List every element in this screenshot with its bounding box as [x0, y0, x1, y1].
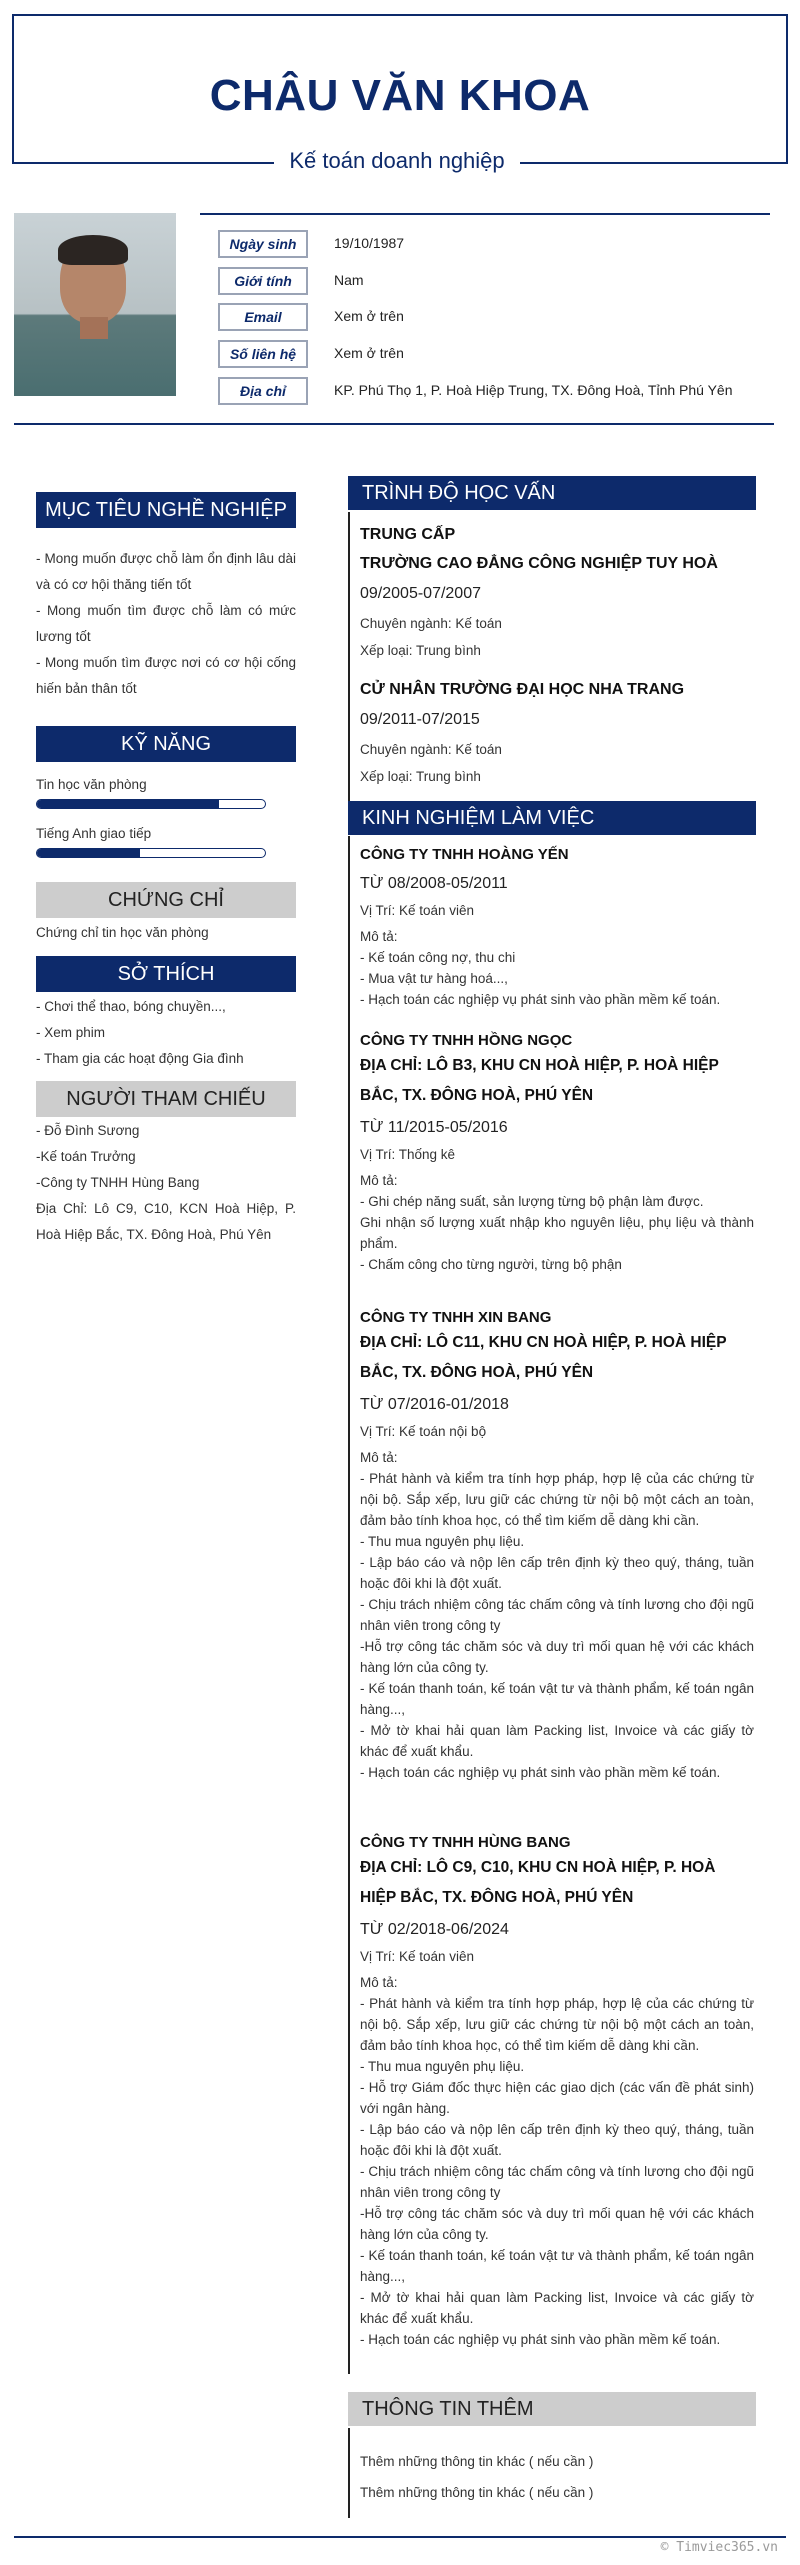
- job-position: Vị Trí: Thống kê: [360, 1147, 456, 1162]
- job-date: TỪ 02/2018-06/2024: [360, 1921, 509, 1938]
- list-item: - Thu mua nguyên phụ liệu.: [360, 2059, 525, 2074]
- profile-photo: [14, 213, 176, 396]
- education-timeline: [348, 512, 350, 802]
- info-value: 19/10/1987: [334, 235, 405, 251]
- certificates-heading: CHỨNG CHỈ: [36, 882, 296, 918]
- references-heading: NGƯỜI THAM CHIẾU: [36, 1081, 296, 1117]
- description-label: Mô tả:: [360, 929, 398, 944]
- list-item: - Mong muốn tìm được nơi có cơ hội cống hiến bản thân tốt: [36, 655, 296, 696]
- info-label: Giới tính: [218, 267, 308, 295]
- info-divider-bottom: [14, 423, 774, 425]
- footer-watermark: © Timviec365.vn: [660, 2540, 778, 2555]
- experience-item: [360, 846, 754, 1010]
- title-divider-right: [520, 162, 788, 164]
- list-item: - Phát hành và kiểm tra tính hợp pháp, hợp lệ của các chứng từ nội bộ. Sắp xếp, lưu giữ các chứng từ nội bộ một cách an toàn, đảm bảo tính khoa học, có thể tìm kiếm dễ dàng khi cần.: [360, 1471, 754, 1528]
- additional-item: Thêm những thông tin khác ( nếu cần ): [360, 2454, 594, 2469]
- skill-label: Tin học văn phòng: [36, 777, 147, 792]
- job-description: [360, 1170, 754, 1275]
- education-major: Chuyên ngành: Kế toán: [360, 742, 502, 757]
- info-value: KP. Phú Thọ 1, P. Hoà Hiệp Trung, TX. Đông Hoà, Tỉnh Phú Yên: [334, 382, 733, 398]
- list-item: - Mở tờ khai hải quan làm Packing list, Invoice và các giấy tờ khác để xuất khẩu.: [360, 2290, 754, 2326]
- job-description: [360, 1972, 754, 2350]
- info-label: Số liên hệ: [218, 340, 308, 368]
- list-item: - Lập báo cáo và nộp lên cấp trên định kỳ theo quý, tháng, tuần hoặc đôi khi là đột xuất.: [360, 1555, 754, 1591]
- list-item: - Hạch toán các nghiệp vụ phát sinh vào phần mềm kế toán.: [360, 1765, 721, 1780]
- info-value: Xem ở trên: [334, 308, 404, 324]
- info-value: Xem ở trên: [334, 345, 404, 361]
- certificate-item: Chứng chỉ tin học văn phòng: [36, 925, 209, 940]
- list-item: - Kế toán công nợ, thu chi: [360, 950, 516, 965]
- info-row-birthdate: [218, 230, 778, 258]
- education-rank: Xếp loại: Trung bình: [360, 769, 481, 784]
- company-name: CÔNG TY TNHH XIN BANG: [360, 1309, 552, 1326]
- additional-timeline: [348, 2428, 350, 2518]
- title-divider-left: [12, 162, 274, 164]
- company-address: ĐỊA CHỈ: LÔ C11, KHU CN HOÀ HIỆP, P. HOÀ HIỆP BẮC, TX. ĐÔNG HOÀ, PHÚ YÊN: [360, 1334, 727, 1381]
- list-item: - Tham gia các hoạt động Gia đình: [36, 1051, 244, 1066]
- education-date: 09/2011-07/2015: [360, 711, 480, 728]
- education-type: TRUNG CẤP: [360, 526, 456, 543]
- job-date: TỪ 08/2008-05/2011: [360, 875, 508, 892]
- hobbies-list: [36, 994, 296, 1072]
- list-item: - Đỗ Đình Sương: [36, 1123, 140, 1138]
- name-box: [12, 14, 788, 164]
- education-school: TRƯỜNG CAO ĐẲNG CÔNG NGHIỆP TUY HOÀ: [360, 555, 718, 572]
- list-item: - Chơi thể thao, bóng chuyền...,: [36, 999, 226, 1014]
- job-description: [360, 1447, 754, 1783]
- education-heading: TRÌNH ĐỘ HỌC VẤN: [348, 476, 756, 510]
- list-item: - Chịu trách nhiệm công tác chấm công và tính lương cho đội ngũ nhân viên trong công ty: [360, 2164, 754, 2200]
- experience-item: [360, 1032, 754, 1275]
- job-date: TỪ 07/2016-01/2018: [360, 1396, 509, 1413]
- list-item: - Hạch toán các nghiệp vụ phát sinh vào phần mềm kế toán.: [360, 2332, 721, 2347]
- list-item: -Hỗ trợ công tác chăm sóc và duy trì mối quan hệ với các khách hàng lớn của công ty.: [360, 1639, 754, 1675]
- list-item: -Hỗ trợ công tác chăm sóc và duy trì mối quan hệ với các khách hàng lớn của công ty.: [360, 2206, 754, 2242]
- education-date: 09/2005-07/2007: [360, 585, 481, 602]
- skill-bar: [36, 799, 266, 809]
- list-item: -Kế toán Trưởng: [36, 1149, 136, 1164]
- company-name: CÔNG TY TNHH HOÀNG YẾN: [360, 846, 569, 863]
- list-item: - Mở tờ khai hải quan làm Packing list, Invoice và các giấy tờ khác để xuất khẩu.: [360, 1723, 754, 1759]
- experience-timeline: [348, 836, 350, 2374]
- skill-bar-fill: [37, 849, 140, 857]
- job-position: Vị Trí: Kế toán nội bộ: [360, 1424, 487, 1439]
- objective-list: [36, 546, 296, 702]
- company-address: ĐỊA CHỈ: LÔ B3, KHU CN HOÀ HIỆP, P. HOÀ HIỆP BẮC, TX. ĐÔNG HOÀ, PHÚ YÊN: [360, 1057, 719, 1104]
- experience-item: [360, 1309, 754, 1783]
- info-value: Nam: [334, 272, 364, 288]
- job-position: Vị Trí: Kế toán viên: [360, 1949, 475, 1964]
- list-item: Ghi nhận số lượng xuất nhập kho nguyên liệu, phụ liệu và thành phẩm.: [360, 1215, 754, 1251]
- list-item: - Ghi chép năng suất, sản lượng từng bộ phận làm được.: [360, 1194, 704, 1209]
- list-item: - Hạch toán các nghiệp vụ phát sinh vào phần mềm kế toán.: [360, 992, 721, 1007]
- info-label: Địa chỉ: [218, 377, 308, 405]
- list-item: - Kế toán thanh toán, kế toán vật tư và thành phẩm, kế toán ngân hàng...,: [360, 1681, 754, 1717]
- list-item: - Mong muốn được chỗ làm ổn định lâu dài và có cơ hội thăng tiến tốt: [36, 551, 296, 592]
- list-item: - Chấm công cho từng người, từng bộ phận: [360, 1257, 622, 1272]
- description-label: Mô tả:: [360, 1173, 398, 1188]
- info-row-email: [218, 303, 778, 331]
- additional-item: Thêm những thông tin khác ( nếu cần ): [360, 2485, 594, 2500]
- page-bottom-divider: [14, 2536, 786, 2538]
- info-row-address: [218, 377, 778, 405]
- company-name: CÔNG TY TNHH HÙNG BANG: [360, 1834, 571, 1851]
- experience-item: [360, 1834, 754, 2350]
- job-date: TỪ 11/2015-05/2016: [360, 1119, 508, 1136]
- skill-label: Tiếng Anh giao tiếp: [36, 826, 152, 841]
- list-item: Địa Chỉ: Lô C9, C10, KCN Hoà Hiệp, P. Hoà Hiệp Bắc, TX. Đông Hoà, Phú Yên: [36, 1201, 296, 1242]
- list-item: - Kế toán thanh toán, kế toán vật tư và thành phẩm, kế toán ngân hàng...,: [360, 2248, 754, 2284]
- info-label: Ngày sinh: [218, 230, 308, 258]
- objective-heading: MỤC TIÊU NGHỀ NGHIỆP: [36, 492, 296, 528]
- skill-bar-fill: [37, 800, 219, 808]
- company-name: CÔNG TY TNHH HỒNG NGỌC: [360, 1032, 573, 1049]
- list-item: - Lập báo cáo và nộp lên cấp trên định kỳ theo quý, tháng, tuần hoặc đôi khi là đột xuất.: [360, 2122, 754, 2158]
- education-school: CỬ NHÂN TRƯỜNG ĐẠI HỌC NHA TRANG: [360, 681, 685, 698]
- info-row-gender: [218, 267, 778, 295]
- additional-heading: THÔNG TIN THÊM: [348, 2392, 756, 2426]
- experience-heading: KINH NGHIỆM LÀM VIỆC: [348, 801, 756, 835]
- references-list: [36, 1118, 296, 1248]
- info-label: Email: [218, 303, 308, 331]
- education-rank: Xếp loại: Trung bình: [360, 643, 481, 658]
- list-item: - Chịu trách nhiệm công tác chấm công và tính lương cho đội ngũ nhân viên trong công ty: [360, 1597, 754, 1633]
- company-address: ĐỊA CHỈ: LÔ C9, C10, KHU CN HOÀ HIỆP, P. HOÀ HIỆP BẮC, TX. ĐÔNG HOÀ, PHÚ YÊN: [360, 1859, 716, 1906]
- list-item: - Mua vật tư hàng hoá...,: [360, 971, 508, 986]
- list-item: - Xem phim: [36, 1025, 106, 1040]
- list-item: -Công ty TNHH Hùng Bang: [36, 1175, 200, 1190]
- job-title: Kế toán doanh nghiệp: [289, 148, 505, 173]
- skills-heading: KỸ NĂNG: [36, 726, 296, 762]
- education-major: Chuyên ngành: Kế toán: [360, 616, 502, 631]
- list-item: - Mong muốn tìm được chỗ làm có mức lương tốt: [36, 603, 296, 644]
- hobbies-heading: SỞ THÍCH: [36, 956, 296, 992]
- job-description: [360, 926, 754, 1010]
- list-item: - Phát hành và kiểm tra tính hợp pháp, hợp lệ của các chứng từ nội bộ. Sắp xếp, lưu giữ các chứng từ nội bộ một cách an toàn, đảm bảo tính khoa học, có thể tìm kiếm dễ dàng khi cần.: [360, 1996, 754, 2053]
- description-label: Mô tả:: [360, 1975, 398, 1990]
- job-position: Vị Trí: Kế toán viên: [360, 903, 475, 918]
- skill-bar: [36, 848, 266, 858]
- description-label: Mô tả:: [360, 1450, 398, 1465]
- info-row-phone: [218, 340, 778, 368]
- list-item: - Hỗ trợ Giám đốc thực hiện các giao dịch (các vấn đề phát sinh) với ngân hàng.: [360, 2080, 754, 2116]
- candidate-name: CHÂU VĂN KHOA: [209, 71, 591, 120]
- list-item: - Thu mua nguyên phụ liệu.: [360, 1534, 525, 1549]
- info-divider-top: [200, 213, 770, 215]
